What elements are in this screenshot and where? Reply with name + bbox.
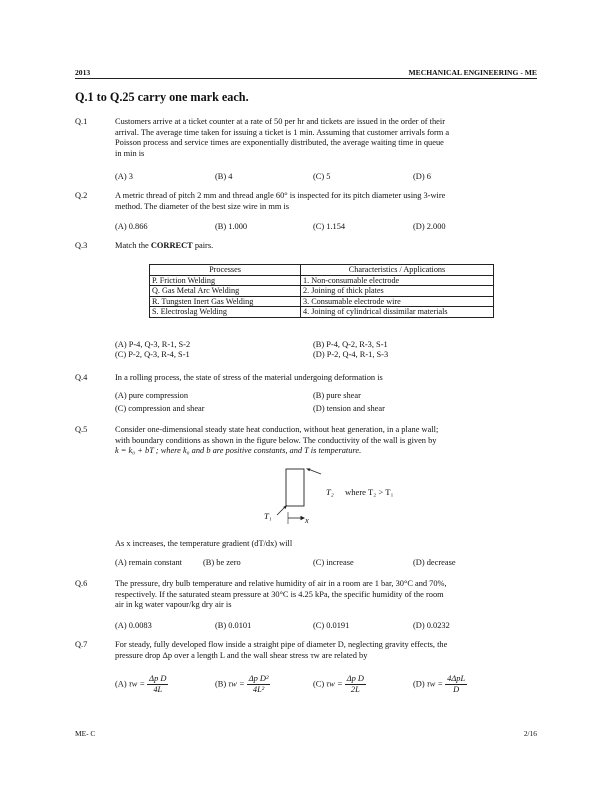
q2-text [115, 191, 539, 212]
table-cell: R. Tungsten Inert Gas Welding [150, 296, 301, 307]
table-row [150, 286, 494, 297]
footer-left: ME- C [75, 729, 96, 738]
table-header-processes: Processes [150, 265, 301, 276]
q5-option-b[interactable]: (B) be zero [203, 558, 241, 567]
table-cell: Q. Gas Metal Arc Welding [150, 286, 301, 297]
q4-option-c[interactable]: (C) compression and shear [115, 404, 205, 413]
fraction-numerator: Δp D² [248, 674, 269, 683]
q1-line: arrival. The average time taken for issuing a ticket is 1 min. Assuming that customer arrivals form a [115, 127, 450, 137]
q7-option-c-lhs: τw = [326, 679, 343, 689]
q7-line: pressure drop Δp over a length L and the wall shear stress τw are related by [115, 650, 368, 660]
q2-number: Q.2 [75, 191, 88, 200]
q7-option-a-lhs: τw = [128, 679, 146, 689]
q6-option-d[interactable]: (D) 0.0232 [413, 621, 450, 630]
header-paper: MECHANICAL ENGINEERING - ME [408, 68, 537, 77]
q7-option-b-label: (B) [215, 679, 227, 689]
table-cell: 1. Non-consumable electrode [301, 275, 494, 286]
t2-arrow [308, 469, 321, 474]
q3-option-a[interactable]: (A) P-4, Q-3, R-1, S-2 [115, 340, 191, 349]
fraction-denominator: 2L [350, 685, 360, 694]
table-cell: 3. Consumable electrode wire [301, 296, 494, 307]
q5-option-d[interactable]: (D) decrease [413, 558, 456, 567]
q6-option-a[interactable]: (A) 0.0083 [115, 621, 152, 630]
table-header-characteristics: Characteristics / Applications [301, 265, 494, 276]
fraction-numerator: 4ΔpL [447, 674, 466, 683]
q3-text [115, 241, 539, 252]
table-cell: P. Friction Welding [150, 275, 301, 286]
q7-option-b-fraction [247, 674, 271, 695]
q6-option-b[interactable]: (B) 0.0101 [215, 621, 252, 630]
header-year: 2013 [75, 68, 91, 77]
q7-number: Q.7 [75, 640, 88, 649]
fraction-numerator: Δp D [346, 674, 364, 683]
q1-option-d[interactable]: (D) 6 [413, 172, 431, 181]
q7-option-c[interactable] [313, 674, 366, 695]
table-row [150, 275, 494, 286]
q7-option-a[interactable] [115, 674, 168, 695]
q4-option-b[interactable]: (B) pure shear [313, 391, 361, 400]
table-cell: 4. Joining of cylindrical dissimilar materials [301, 307, 494, 318]
fraction-denominator: 4L² [252, 685, 265, 694]
q2-option-b[interactable]: (B) 1.000 [215, 222, 248, 231]
footer-page-number: 2/16 [523, 729, 537, 738]
t1-label: T₁ [264, 511, 272, 521]
q7-option-a-fraction [147, 674, 168, 695]
q6-number: Q.6 [75, 579, 88, 588]
q6-text [115, 579, 539, 611]
q3-bold-correct: CORRECT [150, 241, 193, 250]
x-label: x [305, 516, 309, 525]
q2-option-d[interactable]: (D) 2.000 [413, 222, 446, 231]
q7-option-a-label: (A) [115, 679, 127, 689]
table-header-row [150, 265, 494, 276]
q2-line: A metric thread of pitch 2 mm and thread angle 60° is inspected for its pitch diameter using 3-wire [115, 191, 446, 200]
q5-line: with boundary conditions as shown in the figure below. The conductivity of the wall is given by [115, 435, 437, 445]
q6-line: air in kg water vapour/kg dry air is [115, 600, 232, 610]
table-cell: S. Electroslag Welding [150, 307, 301, 318]
q1-text [115, 117, 539, 159]
q7-option-b[interactable] [215, 674, 270, 695]
header-rule [75, 78, 537, 79]
q7-option-d[interactable] [413, 674, 467, 695]
q1-line: in min is [115, 148, 145, 158]
wall-figure [250, 466, 430, 528]
q2-option-c[interactable]: (C) 1.154 [313, 222, 346, 231]
q1-option-c[interactable]: (C) 5 [313, 172, 331, 181]
q5-text [115, 425, 539, 457]
q7-text [115, 640, 539, 661]
q3-prefix: Match the [115, 241, 151, 250]
where-label: where T₂ > T₁ [345, 487, 394, 497]
table-row [150, 307, 494, 318]
q3-option-c[interactable]: (C) P-2, Q-3, R-4, S-1 [115, 350, 190, 359]
q4-option-d[interactable]: (D) tension and shear [313, 404, 385, 413]
q3-suffix: pairs. [192, 241, 214, 250]
q5-option-a[interactable]: (A) remain constant [115, 558, 182, 567]
q7-option-c-label: (C) [313, 679, 325, 689]
q5-after-text: As x increases, the temperature gradient (dT/dx) will [115, 539, 293, 548]
q5-number: Q.5 [75, 425, 88, 434]
q6-line: The pressure, dry bulb temperature and relative humidity of air in a room are 1 bar, 30°C and 70%, [115, 579, 447, 588]
q6-option-c[interactable]: (C) 0.0191 [313, 621, 350, 630]
q7-option-c-fraction [345, 674, 366, 695]
q7-line: For steady, fully developed flow inside a straight pipe of diameter D, neglecting gravity effects, the [115, 640, 448, 649]
q4-option-a[interactable]: (A) pure compression [115, 391, 189, 400]
q5-line: k = k₀ + bT ; where k₀ and b are positive constants, and T is temperature. [115, 446, 362, 456]
q1-option-b[interactable]: (B) 4 [215, 172, 233, 181]
q3-option-b[interactable]: (B) P-4, Q-2, R-3, S-1 [313, 340, 388, 349]
section-title: Q.1 to Q.25 carry one mark each. [75, 90, 249, 104]
q4-number: Q.4 [75, 373, 88, 382]
q7-option-d-lhs: τw = [426, 679, 444, 689]
q5-option-c[interactable]: (C) increase [313, 558, 354, 567]
q7-option-d-fraction [445, 674, 467, 695]
table-cell: 2. Joining of thick plates [301, 286, 494, 297]
q3-option-d[interactable]: (D) P-2, Q-4, R-1, S-3 [313, 350, 389, 359]
match-table [149, 264, 494, 318]
q1-option-a[interactable]: (A) 3 [115, 172, 133, 181]
wall-rect [286, 469, 304, 506]
q4-text: In a rolling process, the state of stress of the material undergoing deformation is [115, 373, 383, 382]
q5-line: Consider one-dimensional steady state heat conduction, without heat generation, in a plane wall; [115, 425, 439, 434]
q7-option-b-lhs: τw = [228, 679, 245, 689]
table-row [150, 296, 494, 307]
q1-line: Customers arrive at a ticket counter at a rate of 50 per hr and tickets are issued in the order of their [115, 117, 445, 126]
fraction-numerator: Δp D [149, 674, 167, 683]
t2-arrowhead [306, 468, 311, 471]
q3-number: Q.3 [75, 241, 88, 250]
q1-number: Q.1 [75, 117, 88, 126]
q2-line: method. The diameter of the best size wire in mm is [115, 201, 290, 211]
q2-option-a[interactable]: (A) 0.866 [115, 222, 148, 231]
fraction-denominator: 4L [153, 685, 163, 694]
t2-label: T₂ [326, 487, 334, 497]
fraction-denominator: D [453, 685, 460, 694]
q7-option-d-label: (D) [413, 679, 425, 689]
q6-line: respectively. If the saturated steam pressure at 30°C is 4.25 kPa, the specific humidity of the room [115, 589, 444, 599]
q1-line: Poisson process and service times are exponentially distributed, the average waiting time in queue [115, 138, 444, 148]
